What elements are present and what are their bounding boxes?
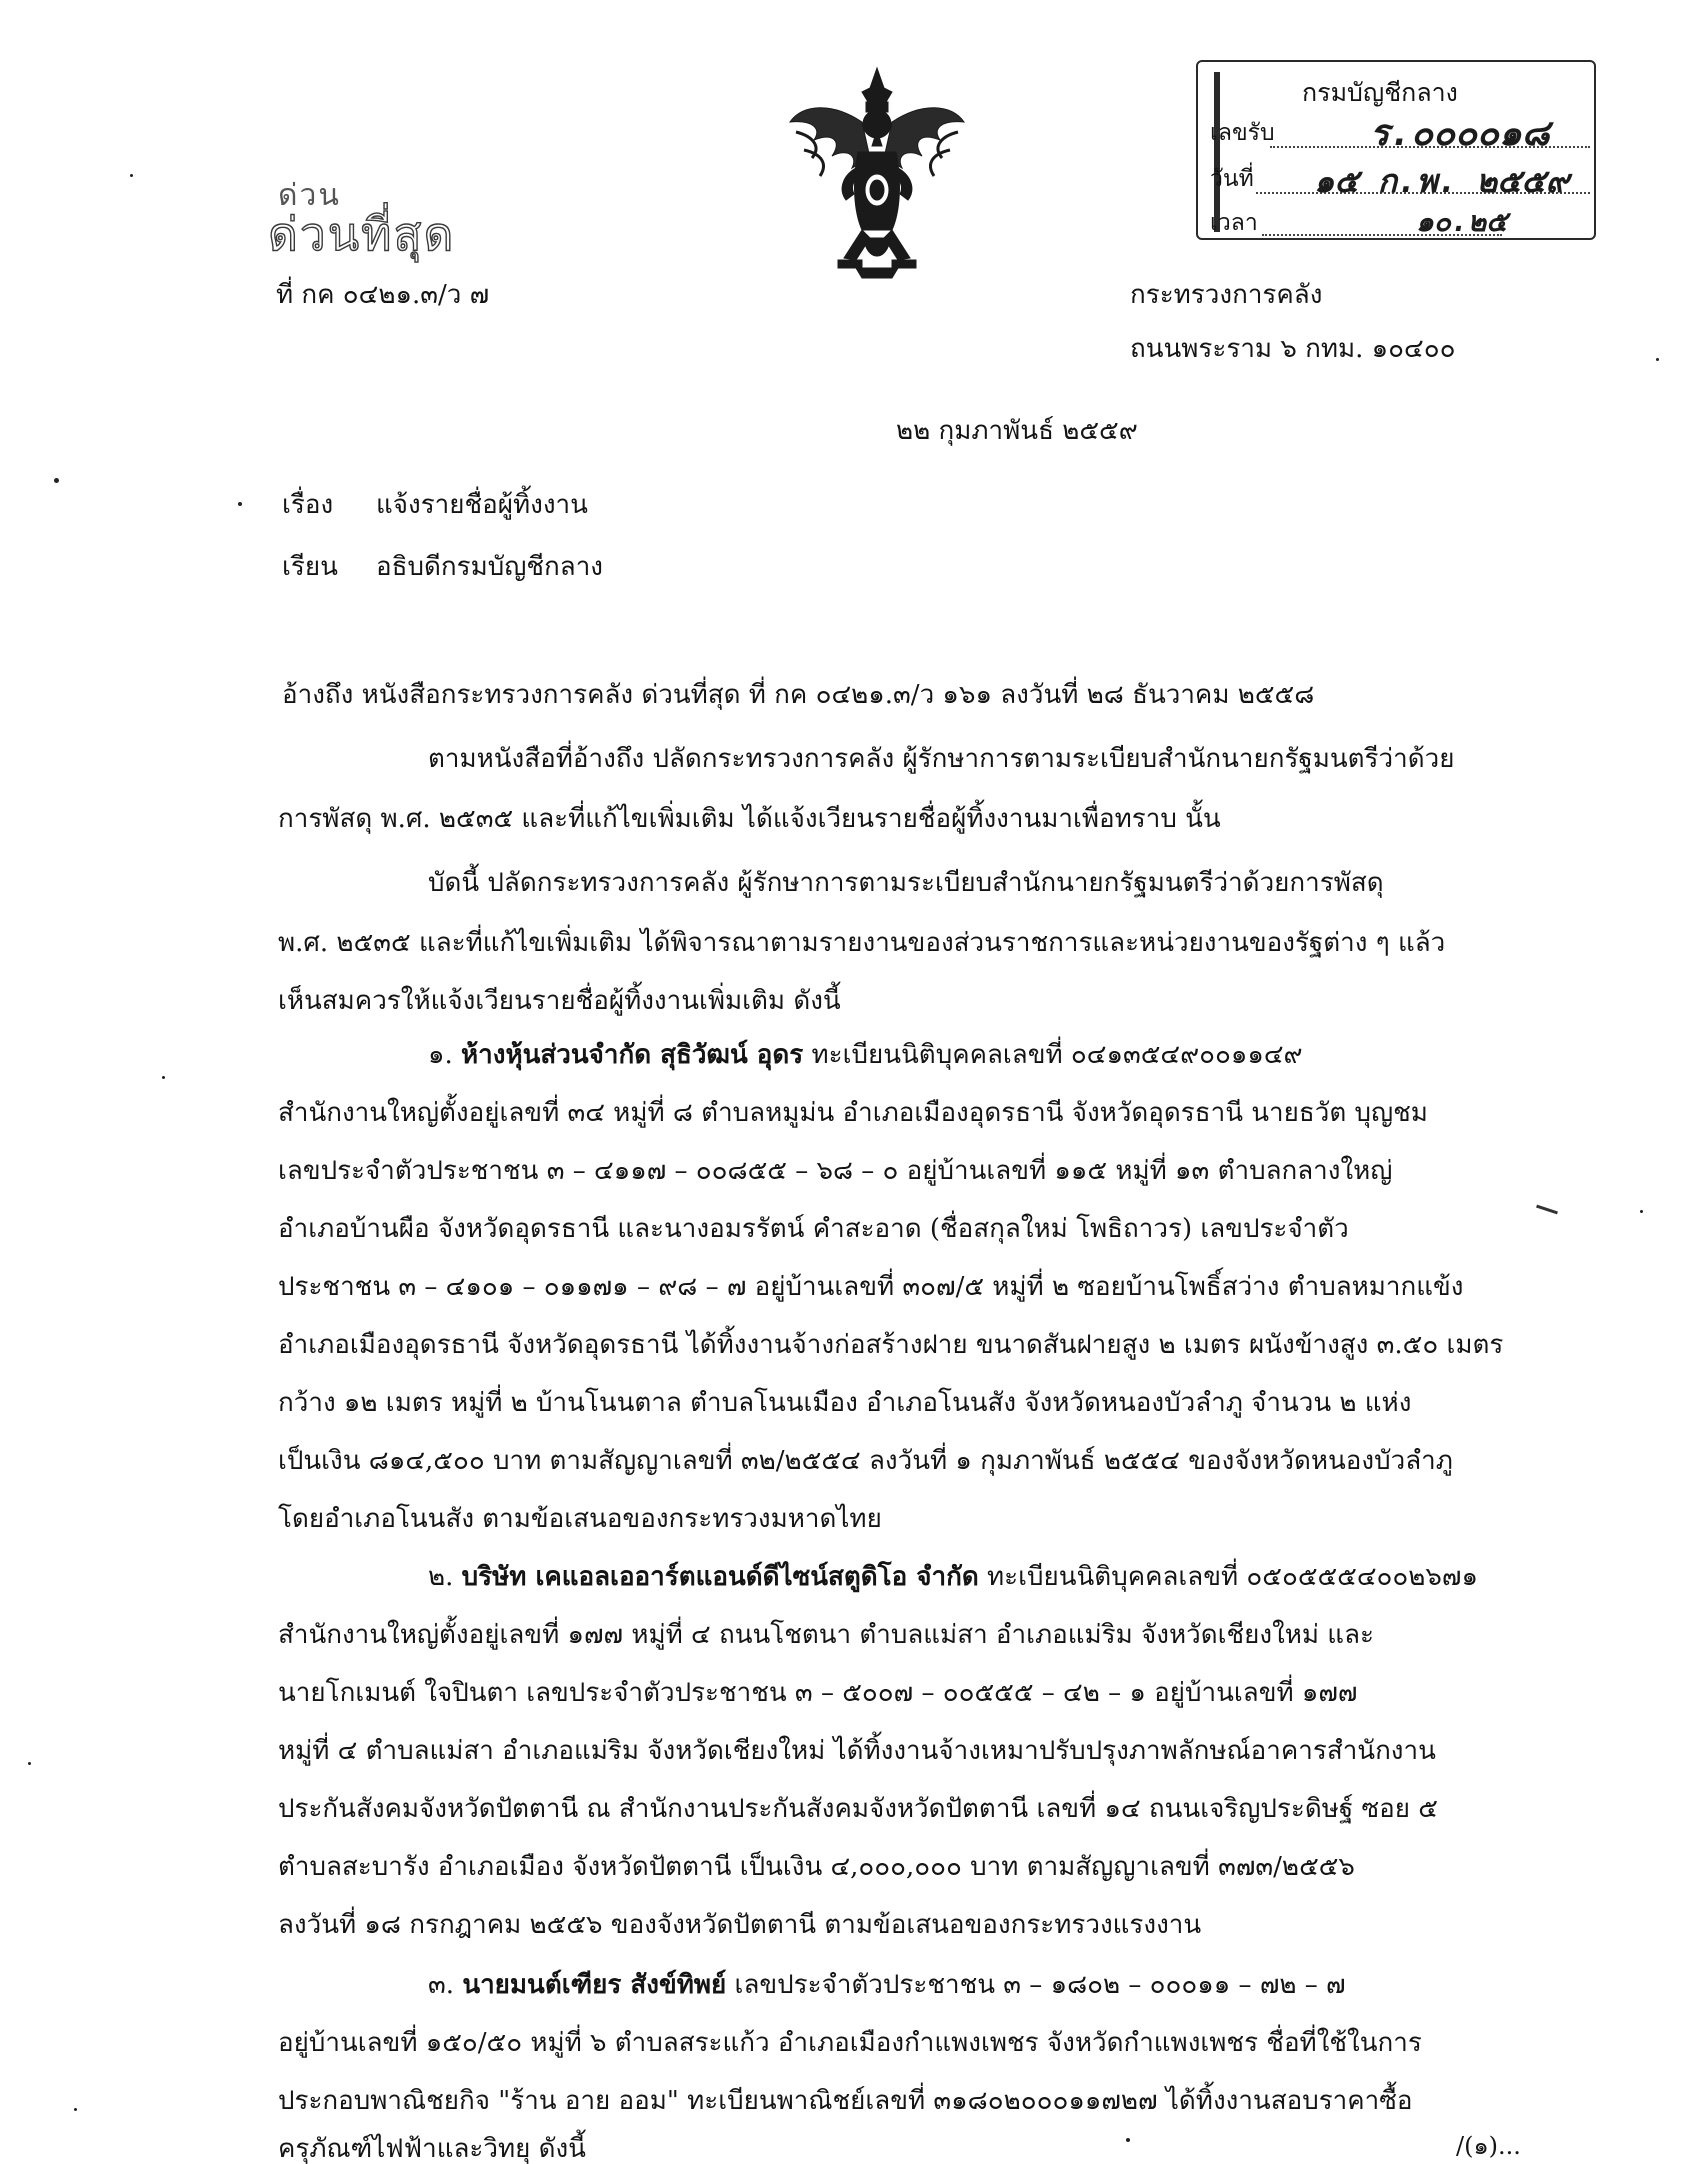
item-2-heading	[428, 1564, 1478, 1590]
item-1-line: อำเภอเมืองอุดรธานี จังหวัดอุดรธานี ได้ทิ้งงานจ้างก่อสร้างฝาย ขนาดสันฝายสูง ๒ เมตร ผนังข้างสูง ๓.๕๐ เมตร	[278, 1330, 1504, 1360]
item-1-line: โดยอำเภอโนนสัง ตามข้อเสนอของกระทรวงมหาดไทย	[278, 1504, 882, 1534]
item-2-line: สำนักงานใหญ่ตั้งอยู่เลขที่ ๑๗๗ หมู่ที่ ๔ ถนนโชตนา ตำบลแม่สา อำเภอแม่ริม จังหวัดเชียงใหม่ และ	[278, 1620, 1374, 1650]
item-entity-name: บริษัท เคแอลเออาร์ตแอนด์ดีไซน์สตูดิโอ จำกัด	[461, 1562, 979, 1592]
page-continuation-marker: /(๑)...	[1456, 2132, 1521, 2160]
scan-speck	[162, 1076, 165, 1079]
ministry-name: กระทรวงการคลัง	[1130, 280, 1323, 310]
scan-speck	[28, 1762, 31, 1765]
item-1-line: อำเภอบ้านผือ จังหวัดอุดรธานี และนางอมรรัตน์ คำสะอาด (ชื่อสกุลใหม่ โพธิถาวร) เลขประจำตัว	[278, 1214, 1349, 1244]
scan-mark	[1536, 1205, 1558, 1215]
item-1-line: เลขประจำตัวประชาชน ๓ – ๔๑๑๗ – ๐๐๘๕๕ – ๖๘ – ๐ อยู่บ้านเลขที่ ๑๑๕ หมู่ที่ ๑๓ ตำบลกลางใหญ่	[278, 1156, 1393, 1186]
receiving-time-label: เวลา	[1210, 210, 1258, 236]
item-1-line: สำนักงานใหญ่ตั้งอยู่เลขที่ ๓๔ หมู่ที่ ๘ ตำบลหมูม่น อำเภอเมืองอุดรธานี จังหวัดอุดรธานี นายธวัต บุญชม	[278, 1098, 1428, 1128]
scan-speck	[130, 174, 133, 177]
recipient-text: อธิบดีกรมบัญชีกลาง	[376, 552, 603, 582]
item-2-line: ลงวันที่ ๑๘ กรกฎาคม ๒๕๕๖ ของจังหวัดปัตตานี ตามข้อเสนอของกระทรวงแรงงาน	[278, 1910, 1202, 1940]
scan-speck	[74, 2108, 77, 2111]
receiving-date-label: วันที่	[1210, 166, 1254, 192]
paragraph-2-line: บัดนี้ ปลัดกระทรวงการคลัง ผู้รักษาการตามระเบียบสำนักนายกรัฐมนตรีว่าด้วยการพัสดุ	[428, 868, 1384, 898]
document-date: ๒๒ กุมภาพันธ์ ๒๕๕๙	[896, 416, 1138, 446]
paragraph-1-line: การพัสดุ พ.ศ. ๒๕๓๕ และที่แก้ไขเพิ่มเติม ได้แจ้งเวียนรายชื่อผู้ทิ้งงานมาเพื่อทราบ นั้น	[278, 804, 1221, 834]
item-2-line: ตำบลสะบารัง อำเภอเมือง จังหวัดปัตตานี เป็นเงิน ๔,๐๐๐,๐๐๐ บาท ตามสัญญาเลขที่ ๓๗๓/๒๕๕๖	[278, 1852, 1355, 1882]
item-1-line: กว้าง ๑๒ เมตร หมู่ที่ ๒ บ้านโนนตาล ตำบลโนนเมือง อำเภอโนนสัง จังหวัดหนองบัวลำภู จำนวน ๒ แห่ง	[278, 1388, 1412, 1418]
scan-speck	[238, 502, 242, 506]
item-number: ๒.	[428, 1562, 454, 1592]
item-1-heading	[428, 1042, 1303, 1068]
scan-speck	[1126, 2138, 1130, 2142]
subject-text: แจ้งรายชื่อผู้ทิ้งงาน	[376, 490, 588, 520]
urgency-stamp-small: ด่วน	[278, 178, 341, 213]
paragraph-2-line: พ.ศ. ๒๕๓๕ และที่แก้ไขเพิ่มเติม ได้พิจารณาตามรายงานของส่วนราชการและหน่วยงานของรัฐต่าง ๆ แล้ว	[278, 928, 1446, 958]
reference-line: อ้างถึง หนังสือกระทรวงการคลัง ด่วนที่สุด ที่ กค ๐๔๒๑.๓/ว ๑๖๑ ลงวันที่ ๒๘ ธันวาคม ๒๕๕๘	[282, 680, 1315, 710]
item-1-line: ประชาชน ๓ – ๔๑๐๑ – ๐๑๑๗๑ – ๙๘ – ๗ อยู่บ้านเลขที่ ๓๐๗/๕ หมู่ที่ ๒ ซอยบ้านโพธิ์สว่าง ตำบลหมากแข้ง	[278, 1272, 1464, 1302]
paragraph-1-line: ตามหนังสือที่อ้างถึง ปลัดกระทรวงการคลัง ผู้รักษาการตามระเบียบสำนักนายกรัฐมนตรีว่าด้วย	[428, 744, 1455, 774]
item-2-line: ประกันสังคมจังหวัดปัตตานี ณ สำนักงานประกันสังคมจังหวัดปัตตานี เลขที่ ๑๔ ถนนเจริญประดิษฐ์ ซอย ๕	[278, 1794, 1438, 1824]
item-entity-name: นายมนต์เฑียร สังข์ทิพย์	[462, 1970, 727, 2000]
item-3-line: ประกอบพาณิชยกิจ "ร้าน อาย ออม" ทะเบียนพาณิชย์เลขที่ ๓๑๘๐๒๐๐๐๑๑๗๒๗ ได้ทิ้งงานสอบราคาซื้อ	[278, 2086, 1413, 2116]
item-1-line: เป็นเงิน ๘๑๔,๕๐๐ บาท ตามสัญญาเลขที่ ๓๒/๒๕๕๔ ลงวันที่ ๑ กุมภาพันธ์ ๒๕๕๔ ของจังหวัดหนองบัวลำภู	[278, 1446, 1453, 1476]
garuda-emblem-icon	[782, 62, 972, 282]
receiving-number-label: เลขรับ	[1210, 120, 1275, 146]
document-number: ที่ กค ๐๔๒๑.๓/ว ๗	[276, 280, 490, 310]
item-number: ๑.	[428, 1040, 453, 1070]
scan-speck	[1656, 358, 1659, 361]
scan-speck	[1640, 1210, 1643, 1213]
receiving-time-value: ๑๐.๒๕	[1416, 205, 1508, 238]
item-number: ๓.	[428, 1970, 455, 2000]
urgency-stamp: ด่วนที่สุด	[268, 207, 456, 261]
ministry-address: ถนนพระราม ๖ กทม. ๑๐๔๐๐	[1130, 334, 1456, 364]
item-entity-name: ห้างหุ้นส่วนจำกัด สุธิวัฒน์ อุดร	[461, 1040, 804, 1070]
subject-label: เรื่อง	[282, 490, 334, 520]
item-registration: เลขประจำตัวประชาชน ๓ – ๑๘๐๒ – ๐๐๐๑๑ – ๗๒ – ๗	[726, 1970, 1346, 2000]
item-registration: ทะเบียนนิติบุคคลเลขที่ ๐๕๐๕๕๕๔๐๐๒๖๗๑	[978, 1562, 1478, 1592]
item-2-line: นายโกเมนต์ ใจปินตา เลขประจำตัวประชาชน ๓ – ๕๐๐๗ – ๐๐๕๕๕ – ๔๒ – ๑ อยู่บ้านเลขที่ ๑๗๗	[278, 1678, 1358, 1708]
item-3-heading	[428, 1972, 1346, 1998]
paragraph-2-line: เห็นสมควรให้แจ้งเวียนรายชื่อผู้ทิ้งงานเพิ่มเติม ดังนี้	[278, 986, 841, 1016]
item-3-line: อยู่บ้านเลขที่ ๑๕๐/๕๐ หมู่ที่ ๖ ตำบลสระแก้ว อำเภอเมืองกำแพงเพชร จังหวัดกำแพงเพชร ชื่อที่ใช้ในการ	[278, 2028, 1422, 2058]
receiving-stamp-agency: กรมบัญชีกลาง	[1302, 78, 1458, 107]
receiving-date-value: ๑๕ ก.พ. ๒๕๕๙	[1314, 162, 1570, 200]
item-3-line: ครุภัณฑ์ไฟฟ้าและวิทยุ ดังนี้	[278, 2134, 586, 2164]
item-2-line: หมู่ที่ ๔ ตำบลแม่สา อำเภอแม่ริม จังหวัดเชียงใหม่ ได้ทิ้งงานจ้างเหมาปรับปรุงภาพลักษณ์อาคารสำนักงาน	[278, 1736, 1436, 1766]
recipient-label: เรียน	[282, 552, 338, 582]
item-registration: ทะเบียนนิติบุคคลเลขที่ ๐๔๑๓๕๔๙๐๐๑๑๔๙	[803, 1040, 1303, 1070]
scan-speck	[54, 478, 59, 483]
receiving-number-value: ร.๐๐๐๐๑๘	[1370, 113, 1550, 154]
